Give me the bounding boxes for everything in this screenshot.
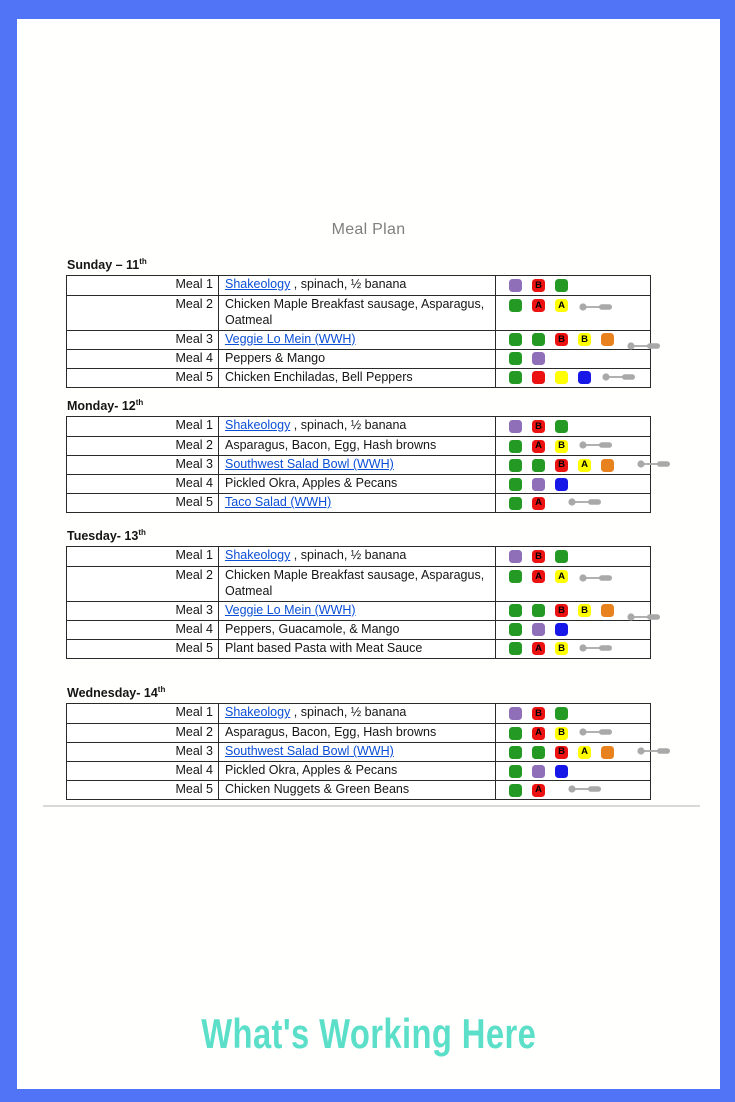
day-section (66, 257, 651, 388)
day-header-ordinal: th (157, 685, 166, 694)
container-icons-cell (495, 475, 650, 493)
meal-label: Meal 3 (175, 331, 213, 346)
blue-container-icon (578, 371, 591, 384)
meal-text: Pickled Okra, Apples & Pecans (225, 476, 398, 491)
yellow-container-icon: B (578, 604, 591, 617)
table-row (67, 547, 650, 566)
teaspoon-icon (636, 743, 672, 761)
blue-container-icon (555, 765, 568, 778)
green-container-icon (509, 459, 522, 472)
meal-description (218, 331, 495, 349)
container-icons-cell (495, 417, 650, 436)
meal-label: Meal 1 (175, 277, 213, 292)
page-break-shadow (43, 805, 700, 807)
table-row (67, 455, 650, 474)
container-icons-cell (495, 369, 650, 387)
container-icons-cell (495, 743, 672, 761)
meal-text: , spinach, ½ banana (290, 548, 407, 563)
recipe-link[interactable]: Shakeology (225, 548, 291, 563)
table-row (67, 349, 650, 368)
green-container-icon (509, 497, 522, 510)
green-container-icon (509, 352, 522, 365)
table-row (67, 276, 650, 295)
meal-text: Plant based Pasta with Meat Sauce (225, 640, 423, 655)
container-icons-cell (495, 437, 650, 455)
purple-container-icon (509, 550, 522, 563)
table-row (67, 295, 650, 330)
recipe-link[interactable]: Shakeology (225, 705, 291, 720)
teaspoon-icon (636, 456, 672, 474)
red-container-icon: B (532, 279, 545, 292)
yellow-container-icon: B (578, 333, 591, 346)
table-row (67, 436, 650, 455)
green-container-icon (532, 333, 545, 346)
container-icons-cell (495, 602, 650, 620)
table-row (67, 417, 650, 436)
meal-label: Meal 2 (175, 725, 213, 740)
purple-container-icon (532, 623, 545, 636)
meal-description (218, 704, 495, 723)
teaspoon-icon (626, 609, 662, 627)
meal-description (218, 369, 495, 387)
meal-label: Meal 2 (175, 438, 213, 453)
meal-description (218, 621, 495, 639)
meal-description (218, 762, 495, 780)
meal-description (218, 475, 495, 493)
red-container-icon: A (532, 299, 545, 312)
yellow-container-icon: B (555, 727, 568, 740)
recipe-link[interactable]: Veggie Lo Mein (WWH) (225, 602, 356, 617)
container-icons-cell (495, 494, 650, 512)
meal-text: , spinach, ½ banana (290, 277, 407, 292)
teaspoon-icon (567, 781, 603, 799)
container-icons-cell (495, 567, 650, 601)
red-container-icon: B (555, 459, 568, 472)
meal-label: Meal 3 (175, 602, 213, 617)
container-icons-cell (495, 331, 650, 349)
orange-container-icon (601, 333, 614, 346)
yellow-container-icon: A (578, 746, 591, 759)
green-container-icon (509, 727, 522, 740)
meal-table (66, 703, 651, 800)
day-header-ordinal: th (135, 398, 144, 407)
teaspoon-icon (578, 724, 614, 742)
meal-text: , spinach, ½ banana (290, 705, 407, 720)
green-container-icon (509, 765, 522, 778)
blue-container-icon (555, 478, 568, 491)
red-container-icon: A (532, 727, 545, 740)
meal-text: Chicken Maple Breakfast sausage, Asparagus, Oatmeal (225, 297, 485, 327)
recipe-link[interactable]: Veggie Lo Mein (WWH) (225, 331, 356, 346)
table-row (67, 780, 650, 799)
meal-label: Meal 5 (175, 369, 213, 384)
yellow-container-icon: B (555, 642, 568, 655)
day-header-ordinal: th (139, 257, 147, 266)
teaspoon-icon (578, 437, 614, 455)
red-container-icon (532, 371, 545, 384)
meal-description (218, 567, 495, 601)
meal-label: Meal 1 (175, 418, 213, 433)
meal-description (218, 743, 495, 761)
yellow-container-icon (555, 371, 568, 384)
table-row (67, 493, 650, 512)
green-container-icon (532, 746, 545, 759)
green-container-icon (555, 420, 568, 433)
table-row (67, 742, 650, 761)
purple-container-icon (509, 420, 522, 433)
footer (17, 1010, 720, 1058)
table-row (67, 723, 650, 742)
teaspoon-icon (626, 338, 662, 356)
day-section (66, 528, 651, 659)
red-container-icon: B (532, 707, 545, 720)
meal-label: Meal 5 (175, 782, 213, 797)
page-title: Meal Plan (331, 221, 406, 238)
meal-label: Meal 5 (175, 495, 213, 510)
meal-text: Chicken Enchiladas, Bell Peppers (225, 369, 413, 384)
table-row (67, 566, 650, 601)
green-container-icon (509, 784, 522, 797)
meal-label: Meal 4 (175, 476, 213, 491)
red-container-icon: A (532, 642, 545, 655)
table-row (67, 368, 650, 387)
purple-container-icon (509, 707, 522, 720)
meal-description (218, 296, 495, 330)
red-container-icon: A (532, 440, 545, 453)
green-container-icon (532, 604, 545, 617)
document-page (17, 19, 720, 1089)
purple-container-icon (532, 478, 545, 491)
green-container-icon (532, 459, 545, 472)
yellow-container-icon: A (555, 570, 568, 583)
teaspoon-icon (578, 570, 614, 588)
day-section (66, 685, 651, 800)
green-container-icon (509, 623, 522, 636)
red-container-icon: B (532, 550, 545, 563)
green-container-icon (509, 570, 522, 583)
green-container-icon (509, 371, 522, 384)
meal-label: Meal 1 (175, 705, 213, 720)
red-container-icon: B (555, 604, 568, 617)
meal-label: Meal 5 (175, 640, 213, 655)
meal-description (218, 602, 495, 620)
meal-table (66, 416, 651, 513)
day-header: Wednesday- 14th (67, 685, 166, 701)
container-icons-cell (495, 724, 650, 742)
recipe-link[interactable]: Southwest Salad Bowl (WWH) (225, 744, 394, 759)
green-container-icon (509, 604, 522, 617)
orange-container-icon (601, 746, 614, 759)
green-container-icon (555, 550, 568, 563)
meal-label: Meal 1 (175, 548, 213, 563)
table-row (67, 639, 650, 658)
green-container-icon (509, 642, 522, 655)
red-container-icon: A (532, 570, 545, 583)
blue-container-icon (555, 623, 568, 636)
green-container-icon (555, 279, 568, 292)
green-container-icon (509, 299, 522, 312)
teaspoon-icon (601, 369, 637, 387)
recipe-link[interactable]: Shakeology (225, 277, 291, 292)
container-icons-cell (495, 640, 650, 658)
red-container-icon: B (555, 333, 568, 346)
meal-description (218, 547, 495, 566)
container-icons-cell (495, 781, 650, 799)
yellow-container-icon: A (555, 299, 568, 312)
red-container-icon: B (555, 746, 568, 759)
day-section (66, 398, 651, 513)
recipe-link[interactable]: Shakeology (225, 418, 291, 433)
recipe-link[interactable]: Southwest Salad Bowl (WWH) (225, 457, 394, 472)
day-header: Sunday – 11th (67, 257, 147, 273)
meal-description (218, 640, 495, 658)
day-header-ordinal: th (138, 528, 146, 537)
meal-table (66, 275, 651, 388)
meal-table (66, 546, 651, 659)
meal-label: Meal 3 (175, 744, 213, 759)
green-container-icon (555, 707, 568, 720)
green-container-icon (509, 333, 522, 346)
container-icons-cell (495, 704, 650, 723)
day-header: Tuesday- 13th (67, 528, 146, 544)
teaspoon-icon (578, 299, 614, 317)
container-icons-cell (495, 762, 650, 780)
meal-label: Meal 4 (175, 350, 213, 365)
meal-text: Peppers, Guacamole, & Mango (225, 621, 400, 636)
orange-container-icon (601, 604, 614, 617)
meal-description (218, 724, 495, 742)
meal-text: Peppers & Mango (225, 350, 326, 365)
meal-text: Pickled Okra, Apples & Pecans (225, 763, 398, 778)
red-container-icon: B (532, 420, 545, 433)
table-row (67, 704, 650, 723)
table-row (67, 474, 650, 493)
meal-text: , spinach, ½ banana (290, 418, 407, 433)
meal-description (218, 781, 495, 799)
red-container-icon: A (532, 784, 545, 797)
meal-text: Asparagus, Bacon, Egg, Hash browns (225, 725, 437, 740)
table-row (67, 601, 650, 620)
meal-text: Chicken Maple Breakfast sausage, Asparagus, Oatmeal (225, 568, 485, 598)
meal-text: Chicken Nuggets & Green Beans (225, 782, 410, 797)
purple-container-icon (532, 765, 545, 778)
green-container-icon (509, 440, 522, 453)
meal-label: Meal 4 (175, 763, 213, 778)
footer-brand-text: What's Working Here (201, 1010, 536, 1057)
purple-container-icon (532, 352, 545, 365)
green-container-icon (509, 478, 522, 491)
meal-label: Meal 3 (175, 457, 213, 472)
teaspoon-icon (578, 640, 614, 658)
teaspoon-icon (567, 494, 603, 512)
green-container-icon (509, 746, 522, 759)
container-icons-cell (495, 296, 650, 330)
yellow-container-icon: A (578, 459, 591, 472)
day-header: Monday- 12th (67, 398, 144, 414)
red-container-icon: A (532, 497, 545, 510)
meal-description (218, 350, 495, 368)
container-icons-cell (495, 456, 672, 474)
meal-description (218, 456, 495, 474)
meal-label: Meal 2 (175, 297, 213, 312)
meal-text: Asparagus, Bacon, Egg, Hash browns (225, 438, 437, 453)
container-icons-cell (495, 276, 650, 295)
purple-container-icon (509, 279, 522, 292)
yellow-container-icon: B (555, 440, 568, 453)
table-row (67, 620, 650, 639)
meal-label: Meal 4 (175, 621, 213, 636)
container-icons-cell (495, 547, 650, 566)
meal-label: Meal 2 (175, 568, 213, 583)
meal-description (218, 494, 495, 512)
meal-description (218, 417, 495, 436)
orange-container-icon (601, 459, 614, 472)
table-row (67, 330, 650, 349)
meal-description (218, 437, 495, 455)
recipe-link[interactable]: Taco Salad (WWH) (225, 495, 332, 510)
meal-description (218, 276, 495, 295)
table-row (67, 761, 650, 780)
